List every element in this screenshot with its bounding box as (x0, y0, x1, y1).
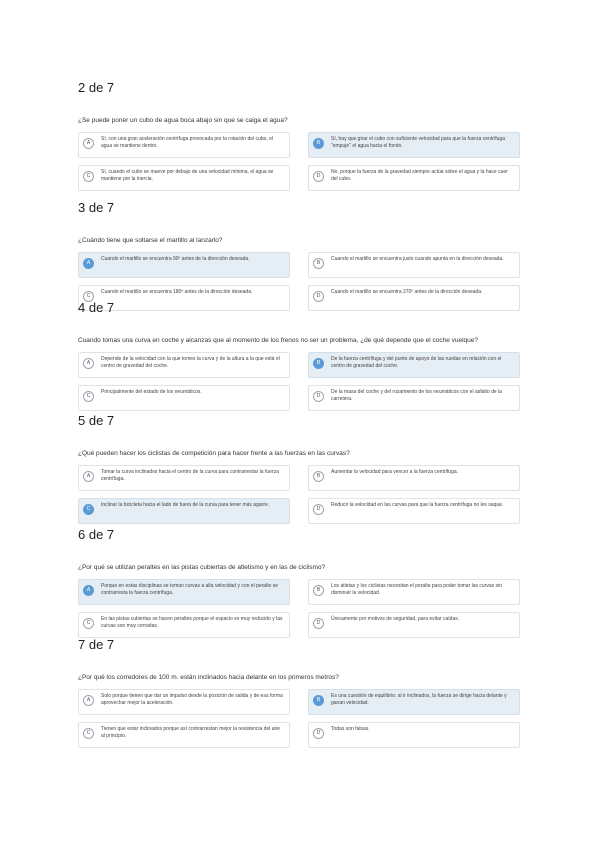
radio-circle[interactable]: D (313, 171, 324, 182)
answer-option-b[interactable] (308, 579, 520, 605)
question-text: ¿Cuándo tiene que soltarse el martillo al lanzarlo? (78, 237, 223, 244)
answer-option-b[interactable] (308, 132, 520, 158)
question-7 (78, 637, 523, 753)
radio-circle[interactable]: D (313, 728, 324, 739)
answer-text: Solo porque tienen que dar un impulso desde la posición de salida y de esa forma aprovechar mejor la aceleración. (101, 693, 283, 706)
radio-circle[interactable]: A (83, 471, 94, 482)
answer-text: De la masa del coche y del rozamiento de los neumáticos con el asfalto de la carretera. (331, 389, 502, 402)
radio-circle[interactable]: D (313, 618, 324, 629)
question-title: 2 de 7 (78, 80, 115, 95)
answer-option-a[interactable] (78, 465, 290, 491)
answer-option-d[interactable] (308, 612, 520, 638)
answer-text: Porque en estas disciplinas se toman curvas a alta velocidad y con el peralte se contrarresta la fuerza centrífuga. (101, 583, 279, 596)
question-5 (78, 413, 523, 529)
question-text: ¿Qué pueden hacer los ciclistas de competición para hacer frente a las fuerzas en las curvas? (78, 450, 350, 457)
answer-option-b[interactable] (308, 465, 520, 491)
answer-text: Reducir la velocidad en las curvas para que la fuerza centrífuga no les saque. (331, 502, 504, 508)
answer-text: Sí, hay que girar el cubo con suficiente velocidad para que la fuerza centrífuga "empuje" el agua hacia el fondo. (331, 136, 505, 149)
answer-text: Cuando el martillo se encuentra 180º antes de la dirección deseada. (101, 289, 253, 295)
answer-text: Los atletas y los ciclistas necesitan el peralte para poder tomar las curvas sin disminuir la velocidad. (331, 583, 502, 596)
radio-circle[interactable]: B (313, 138, 324, 149)
radio-circle[interactable]: C (83, 618, 94, 629)
answer-option-d[interactable] (308, 385, 520, 411)
answer-option-a[interactable] (78, 352, 290, 378)
radio-circle[interactable]: D (313, 504, 324, 515)
answer-text: Todas son falsas. (331, 726, 370, 732)
radio-circle[interactable]: D (313, 391, 324, 402)
answer-option-c[interactable] (78, 722, 290, 748)
answer-text: Tienen que estar inclinados porque así contrarrestan mejor la resistencia del aire al principio. (101, 726, 281, 739)
answer-option-c[interactable] (78, 385, 290, 411)
answer-text: Sí, cuando el cubo se mueve por debajo de una velocidad mínima, el agua se mantiene por la inercia. (101, 169, 274, 182)
radio-circle[interactable]: A (83, 585, 94, 596)
question-text: ¿Se puede poner un cubo de agua boca abajo sin que se caiga el agua? (78, 117, 288, 124)
answer-options (78, 689, 523, 753)
radio-circle[interactable]: A (83, 695, 94, 706)
radio-circle[interactable]: A (83, 138, 94, 149)
radio-circle[interactable]: C (83, 171, 94, 182)
question-6 (78, 527, 523, 643)
answer-text: Aumentar la velocidad para vencer a la fuerza centrífuga. (331, 469, 459, 475)
answer-text: Sí, con una gran aceleración centrífuga provocada por la rotación del cubo, el agua se mantiene dentro. (101, 136, 274, 149)
answer-option-a[interactable] (78, 132, 290, 158)
radio-circle[interactable]: B (313, 258, 324, 269)
answer-option-a[interactable] (78, 252, 290, 278)
radio-circle[interactable]: B (313, 585, 324, 596)
answer-text: Depende de la velocidad con la que tomes la curva y de la altura a la que está el centro de gravedad del coche. (101, 356, 280, 369)
answer-text: Inclinar la bicicleta hacia el lado de fuera de la curva para tener más agarre. (101, 502, 270, 508)
answer-text: De la fuerza centrífuga y del punto de apoyo de las ruedas en relación con el centro de gravedad del coche. (331, 356, 502, 369)
answer-text: Cuando el martillo se encuentra 90º antes de la dirección deseada. (101, 256, 250, 262)
answer-options (78, 352, 523, 416)
question-title: 5 de 7 (78, 413, 115, 428)
answer-option-c[interactable] (78, 612, 290, 638)
answer-option-c[interactable] (78, 498, 290, 524)
answer-option-b[interactable] (308, 352, 520, 378)
answer-text: Cuando el martillo se encuentra 270º antes de la dirección deseada. (331, 289, 483, 295)
question-title: 6 de 7 (78, 527, 115, 542)
answer-text: En las pistas cubiertas se hacen peraltes porque el espacio es muy reducido y las curvas son muy cerradas. (101, 616, 283, 629)
answer-options (78, 579, 523, 643)
question-text: ¿Por qué se utilizan peraltes en las pistas cubiertas de atletismo y en las de ciclismo? (78, 564, 326, 571)
answer-option-a[interactable] (78, 579, 290, 605)
answer-text: No, porque la fuerza de la gravedad siempre actúa sobre el agua y la hace caer del cubo. (331, 169, 508, 182)
answer-text: Tomar la curva inclinados hacia el centro de la curva para contrarrestar la fuerza centrífuga. (101, 469, 279, 482)
answer-option-a[interactable] (78, 689, 290, 715)
question-text: Cuando tomas una curva en coche y alcanzas que al momento de los frenos no ser un problema, ¿de qué depende que el coche vuelque? (78, 337, 479, 344)
radio-circle[interactable]: A (83, 358, 94, 369)
radio-circle[interactable]: C (83, 728, 94, 739)
question-title: 3 de 7 (78, 200, 115, 215)
radio-circle[interactable]: B (313, 358, 324, 369)
answer-options (78, 132, 523, 196)
question-title: 4 de 7 (78, 300, 115, 315)
question-title: 7 de 7 (78, 637, 115, 652)
answer-option-d[interactable] (308, 165, 520, 191)
radio-circle[interactable]: C (83, 291, 94, 302)
answer-option-d[interactable] (308, 722, 520, 748)
answer-text: Es una cuestión de equilibrio: al ir inclinados, la fuerza se dirige hacia delante y ganan velocidad. (331, 693, 507, 706)
answer-options (78, 465, 523, 529)
question-text: ¿Por qué los corredores de 100 m. están inclinados hacia delante en los primeros metros? (78, 674, 339, 681)
answer-text: Cuando el martillo se encuentra justo cuando apunta en la dirección deseada. (331, 256, 504, 262)
radio-circle[interactable]: B (313, 471, 324, 482)
answer-option-b[interactable] (308, 689, 520, 715)
radio-circle[interactable]: D (313, 291, 324, 302)
radio-circle[interactable]: A (83, 258, 94, 269)
answer-option-d[interactable] (308, 498, 520, 524)
radio-circle[interactable]: B (313, 695, 324, 706)
answer-option-b[interactable] (308, 252, 520, 278)
question-3 (78, 200, 523, 316)
question-2 (78, 80, 523, 196)
answer-text: Únicamente por motivos de seguridad, para evitar caídas. (331, 616, 460, 622)
answer-option-c[interactable] (78, 165, 290, 191)
radio-circle[interactable]: C (83, 391, 94, 402)
answer-text: Principalmente del estado de los neumáticos. (101, 389, 202, 395)
question-4 (78, 300, 523, 416)
radio-circle[interactable]: C (83, 504, 94, 515)
